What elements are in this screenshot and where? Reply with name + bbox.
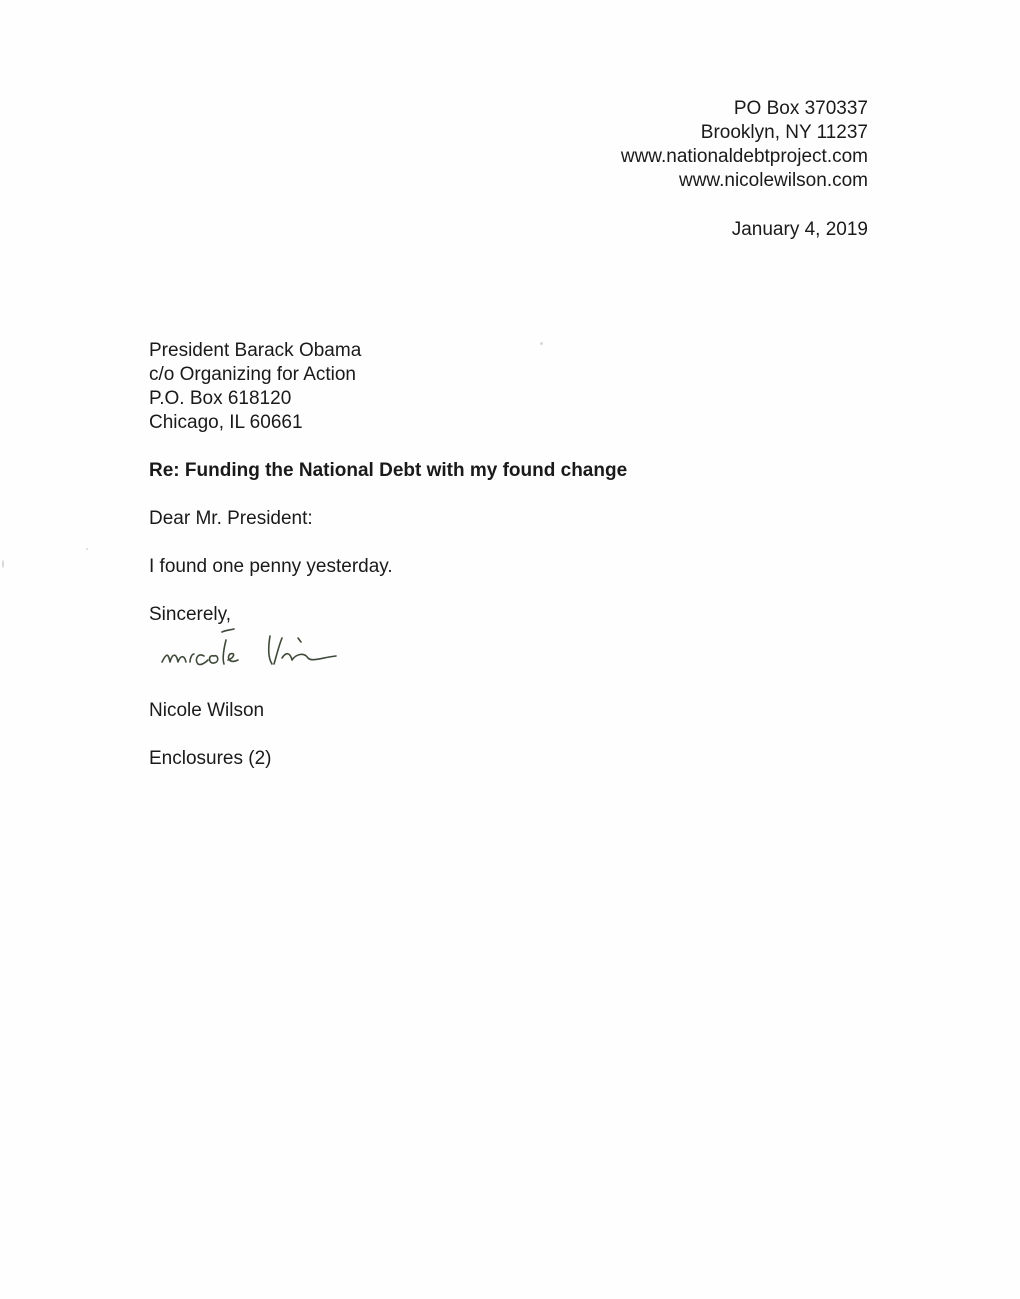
handwritten-signature <box>158 618 348 678</box>
salutation: Dear Mr. President: <box>149 508 313 529</box>
return-address <box>621 97 868 193</box>
scan-speck <box>540 342 543 345</box>
letter-body: I found one penny yesterday. <box>149 556 393 577</box>
recipient-line-1: President Barack Obama <box>149 340 362 361</box>
recipient-address <box>149 339 361 435</box>
closing: Sincerely, <box>149 604 232 625</box>
return-address-line-2: Brooklyn, NY 11237 <box>700 122 868 143</box>
letter-date: January 4, 2019 <box>731 219 868 240</box>
return-address-line-3: www.nationaldebtproject.com <box>620 146 868 167</box>
return-address-line-1: PO Box 370337 <box>733 98 868 119</box>
recipient-line-2: c/o Organizing for Action <box>149 364 356 385</box>
subject-line: Re: Funding the National Debt with my found change <box>149 460 628 481</box>
recipient-line-3: P.O. Box 618120 <box>149 388 292 409</box>
scan-speck <box>86 548 88 550</box>
return-address-line-4: www.nicolewilson.com <box>678 170 868 191</box>
enclosures-note: Enclosures (2) <box>149 748 272 769</box>
recipient-line-4: Chicago, IL 60661 <box>149 412 303 433</box>
signer-name: Nicole Wilson <box>149 700 265 721</box>
scan-speck <box>2 560 4 568</box>
